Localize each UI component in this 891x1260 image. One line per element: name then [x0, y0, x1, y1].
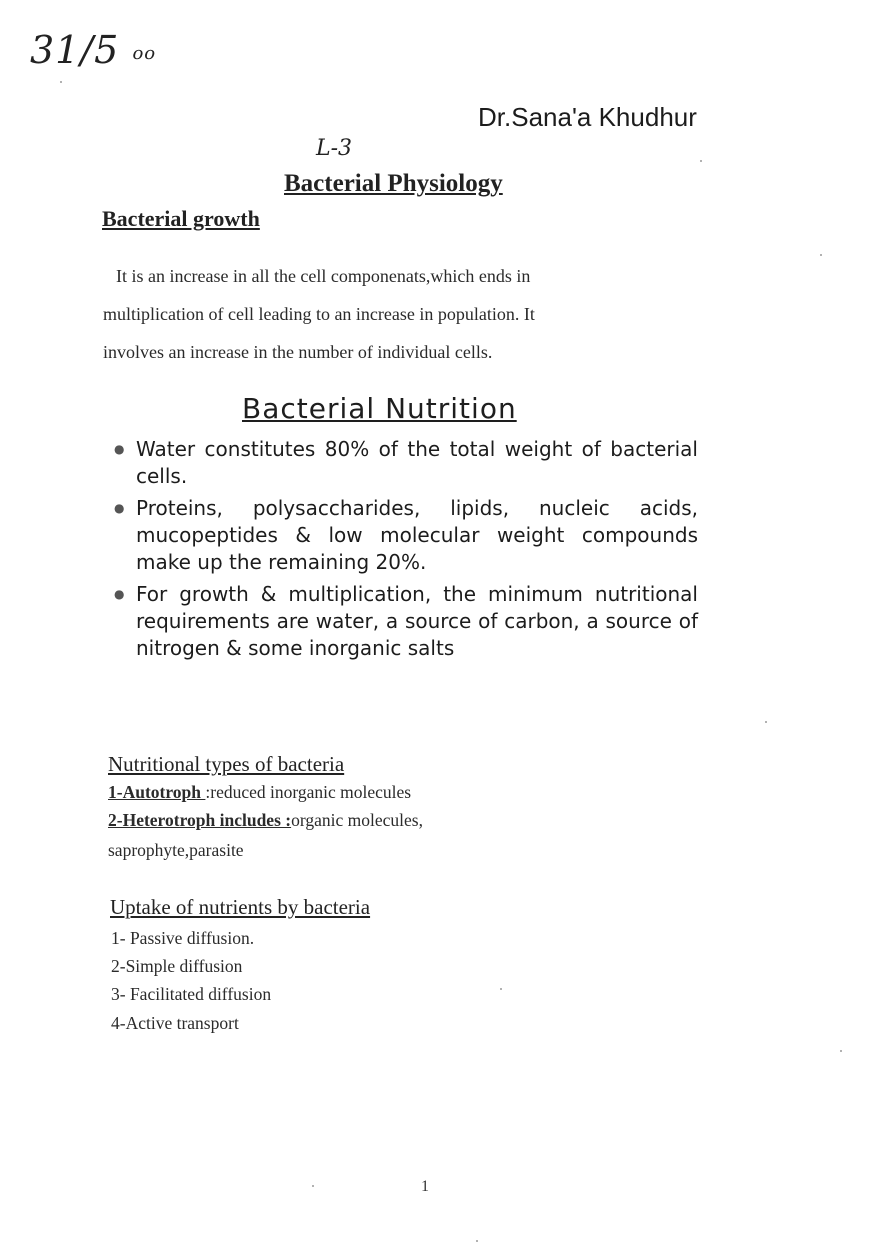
growth-line: It is an increase in all the cell componenats,which ends in: [116, 266, 531, 286]
nutrition-heading: Bacterial Nutrition: [242, 392, 517, 425]
page-title: Bacterial Physiology: [284, 170, 503, 197]
growth-heading: Bacterial growth: [102, 206, 260, 231]
nutritional-types-heading: Nutritional types of bacteria: [108, 752, 345, 776]
growth-line: involves an increase in the number of individual cells.: [103, 342, 493, 362]
uptake-item: 4-Active transport: [111, 1013, 239, 1033]
nutrition-bullet-text: For growth & multiplication, the minimum nutritional requirements are water, a source of carbon, a source of nitrogen & some inorganic salts: [136, 582, 698, 660]
growth-line: multiplication of cell leading to an increase in population. It: [103, 304, 535, 324]
scan-speck: [60, 81, 62, 83]
page-number: 1: [421, 1178, 429, 1195]
handwritten-annotation: [30, 28, 156, 72]
handwritten-suffix: oo: [132, 43, 157, 64]
scan-speck: [500, 988, 502, 990]
handwritten-number: 31/5: [30, 28, 120, 72]
nutrition-bullet: [110, 581, 698, 662]
uptake-item: 2-Simple diffusion: [111, 956, 243, 976]
heterotroph-line: [108, 810, 423, 831]
uptake-heading: Uptake of nutrients by bacteria: [110, 895, 371, 919]
uptake-item: 1- Passive diffusion.: [111, 928, 255, 948]
author-name: Dr.Sana'a Khudhur: [478, 102, 697, 132]
nutrition-bullet-text: Proteins, polysaccharides, lipids, nucleic acids, mucopeptides & low molecular weight compounds make up the remaining 20%.: [136, 496, 698, 574]
scan-speck: [700, 160, 702, 162]
heterotroph-text: organic molecules,: [291, 810, 423, 830]
nutrition-bullet-list: [110, 436, 698, 667]
bullet-dot-icon: ●: [114, 442, 125, 456]
scan-speck: [765, 721, 767, 723]
scan-speck: [312, 1185, 314, 1187]
scan-speck: [840, 1050, 842, 1052]
autotroph-line: [108, 782, 411, 803]
nutrition-bullet: [110, 495, 698, 576]
bullet-dot-icon: ●: [114, 501, 125, 515]
nutrition-bullet-text: Water constitutes 80% of the total weight of bacterial cells.: [136, 437, 698, 488]
bullet-dot-icon: ●: [114, 587, 125, 601]
uptake-item: 3- Facilitated diffusion: [111, 984, 272, 1004]
scan-speck: [820, 254, 822, 256]
autotroph-label: 1-Autotroph: [108, 782, 206, 802]
heterotroph-continuation: saprophyte,parasite: [108, 840, 244, 860]
scan-speck: [476, 1240, 478, 1242]
lecture-number-annotation: L-3: [316, 136, 353, 161]
autotroph-text: :reduced inorganic molecules: [205, 782, 412, 802]
nutrition-bullet: [110, 436, 698, 490]
heterotroph-label: 2-Heterotroph includes :: [108, 810, 292, 830]
